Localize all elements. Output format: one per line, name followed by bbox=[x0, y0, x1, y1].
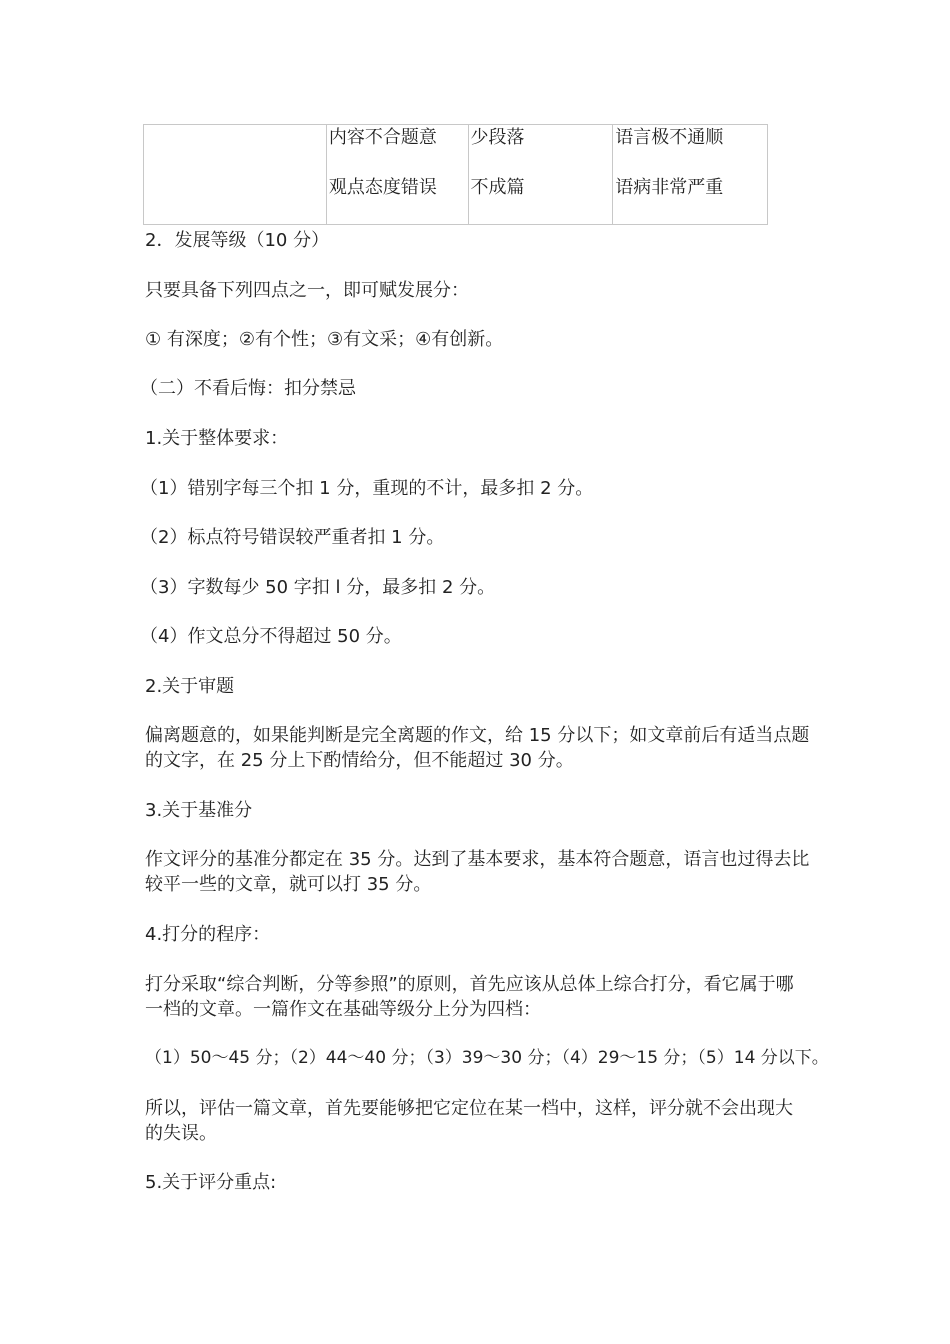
list-item: （1）50～45 分；（2）44～40 分；（3）39～30 分；（4）29～15 分；（5）14 分以下。 bbox=[145, 1048, 829, 1068]
table-cell-line bbox=[146, 129, 326, 147]
table-cell-line: 内容不合题意 bbox=[328, 127, 437, 148]
table-cell-content bbox=[326, 125, 468, 225]
table-row bbox=[144, 125, 768, 225]
list-item: （3）字数每少 50 字扣 l 分，最多扣 2 分。 bbox=[140, 577, 496, 598]
table-cell-line: 语言极不通顺 bbox=[615, 127, 724, 148]
section-heading: 4.打分的程序： bbox=[145, 924, 271, 945]
list-item: （1）错别字每三个扣 1 分，重现的不计，最多扣 2 分。 bbox=[140, 478, 594, 499]
table-cell-line: 不成篇 bbox=[470, 177, 525, 198]
section-heading: 2．发展等级（10 分） bbox=[145, 230, 330, 251]
table-cell-empty bbox=[144, 125, 327, 225]
table-cell-line: 少段落 bbox=[470, 127, 525, 148]
list-item: （4）作文总分不得超过 50 分。 bbox=[140, 626, 402, 647]
paragraph: 打分采取“综合判断，分等参照”的原则，首先应该从总体上综合打分，看它属于哪一档的文章。一篇作文在基础等级分上分为四档： bbox=[145, 974, 794, 1020]
paragraph: 作文评分的基准分都定在 35 分。达到了基本要求，基本符合题意，语言也过得去比较平一些的文章，就可以打 35 分。 bbox=[145, 849, 810, 895]
table-cell-line: 语病非常严重 bbox=[615, 177, 724, 198]
grade-table-fragment bbox=[143, 124, 768, 225]
section-heading: 5.关于评分重点: bbox=[145, 1172, 277, 1193]
section-heading: 3.关于基准分 bbox=[145, 800, 253, 821]
table-cell-language bbox=[613, 125, 768, 225]
paragraph: 所以，评估一篇文章，首先要能够把它定位在某一档中，这样，评分就不会出现大的失误。 bbox=[145, 1098, 793, 1144]
table-cell-line bbox=[146, 179, 326, 197]
section-heading: 2.关于审题 bbox=[145, 676, 235, 697]
paragraph: ① 有深度；②有个性；③有文采；④有创新。 bbox=[145, 329, 504, 350]
section-heading: （二）不看后悔：扣分禁忌 bbox=[140, 378, 356, 399]
list-item: （2）标点符号错误较严重者扣 1 分。 bbox=[140, 527, 445, 548]
paragraph: 偏离题意的，如果能判断是完全离题的作文，给 15 分以下；如文章前后有适当点题的文字，在 25 分上下酌情给分，但不能超过 30 分。 bbox=[145, 725, 810, 771]
paragraph: 只要具备下列四点之一，即可赋发展分： bbox=[145, 280, 469, 301]
section-heading: 1.关于整体要求： bbox=[145, 428, 289, 449]
table-cell-structure bbox=[468, 125, 613, 225]
table-cell-line: 观点态度错误 bbox=[328, 177, 437, 198]
